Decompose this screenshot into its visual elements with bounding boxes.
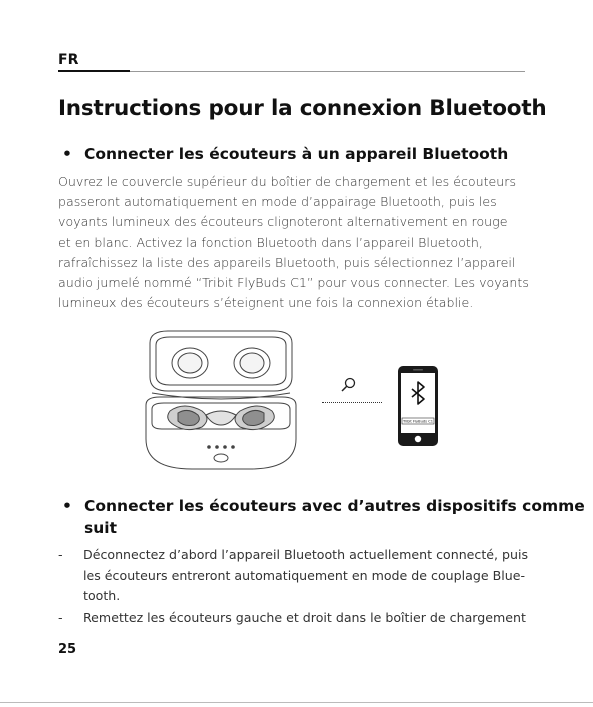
header-rule-accent [58,70,130,72]
header-rule [130,71,525,72]
paragraph-line: voyants lumineux des écouteurs clignoteront alternativement en rouge [58,214,508,230]
list-item [58,545,528,607]
section1-paragraph [58,172,528,313]
connection-dotted-line [322,402,382,403]
search-icon [340,377,356,393]
paragraph-line: passeront automatiquement en mode d’appairage Bluetooth, puis les [58,194,497,210]
list-dash: - [58,610,63,625]
language-code: FR [58,52,79,68]
section2-heading-line: suit [84,519,117,537]
list-item-text [83,608,526,629]
list-dash: - [58,547,63,562]
paragraph-line: rafraîchissez la liste des appareils Bluetooth, puis sélectionnez l’appareil [58,254,516,270]
section2-heading-line: Connecter les écouteurs avec d’autres dispositifs comme [84,497,585,515]
page-number: 25 [58,642,77,657]
charging-case-illustration [140,327,302,473]
list-item-line: Remettez les écouteurs gauche et droit dans le boîtier de chargement [83,610,526,625]
list-item [58,608,528,629]
bullet-icon: • [62,145,72,163]
list-item-line: Déconnectez d’abord l’appareil Bluetooth actuellement connecté, puis [83,547,529,562]
section1-heading-text: Connecter les écouteurs à un appareil Bluetooth [84,145,509,163]
smartphone-illustration [397,365,439,447]
section2-heading [62,495,585,539]
paragraph-line: et en blanc. Activez la fonction Bluetooth dans l’appareil Bluetooth, [58,234,483,250]
list-item-line: tooth. [83,588,121,603]
section2-heading-text [84,495,585,539]
paragraph-line: Ouvrez le couvercle supérieur du boîtier de chargement et les écouteurs [58,174,516,189]
section1-heading [62,145,508,163]
page-title: Instructions pour la connexion Bluetooth [58,96,547,121]
bullet-icon: • [62,497,72,515]
paragraph-line: lumineux des écouteurs s’éteignent une fois la connexion établie. [58,295,474,311]
paragraph-line: audio jumelé nommé “Tribit FlyBuds C1” pour vous connecter. Les voyants [58,275,529,291]
list-item-line: les écouteurs entreront automatiquement en mode de couplage Blue- [83,567,526,583]
list-item-text [83,545,528,607]
phone-device-label: Tribit FlyBuds C1 [402,419,434,424]
page-bottom-border [0,702,593,703]
